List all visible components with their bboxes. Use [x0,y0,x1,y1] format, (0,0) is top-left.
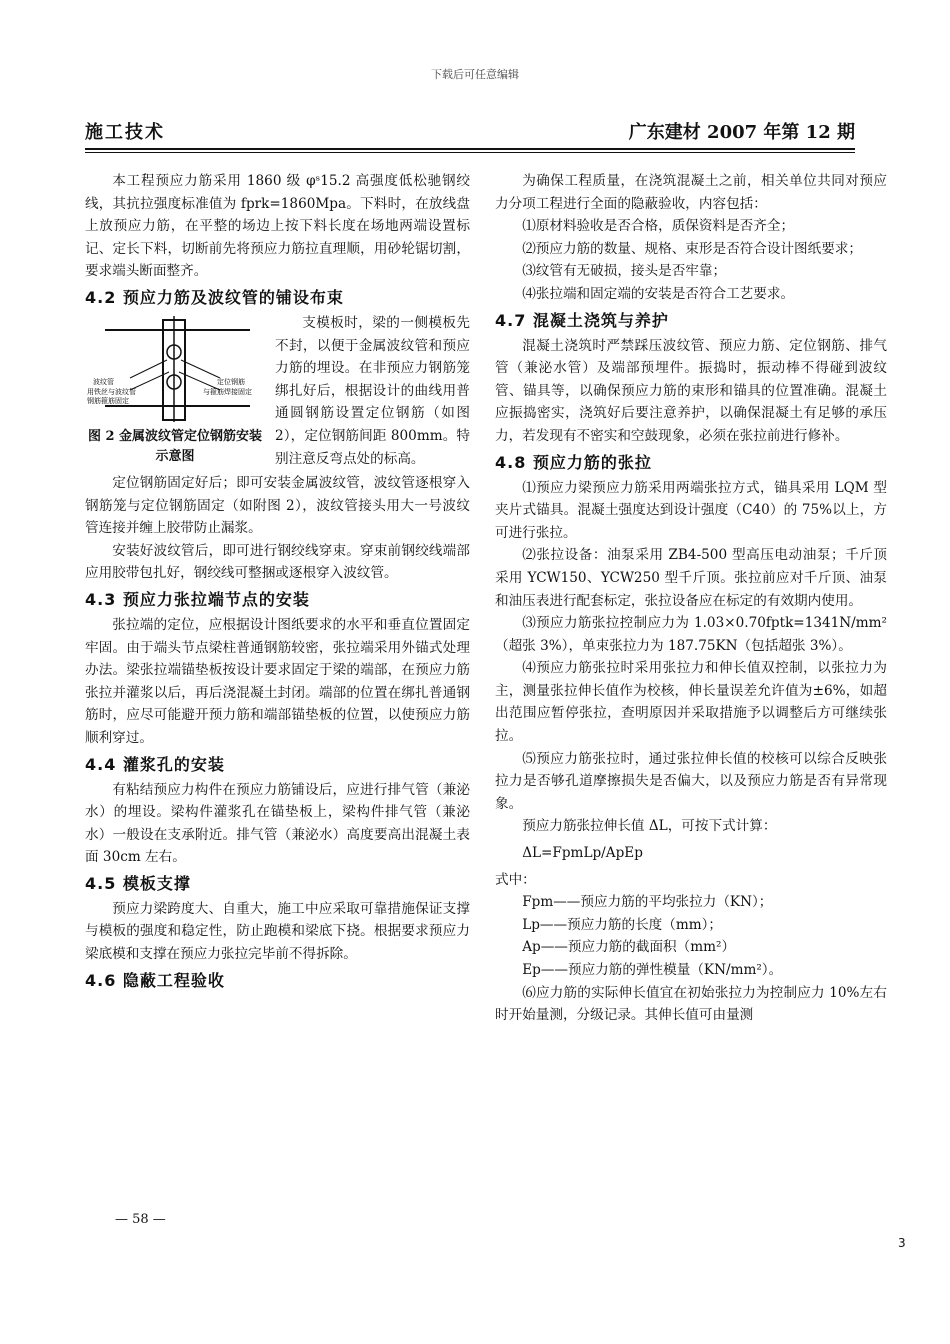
section-heading: 4.3 预应力张拉端节点的安装 [85,589,310,609]
paragraph: 预应力梁跨度大、自重大，施工中应采取可靠措施保证支撑与模板的强度和稳定性，防止跑模和梁底下挠。根据要求预应力梁底模和支撑在预应力张拉完毕前不得拆除。 [85,900,470,963]
right-column [495,170,887,1027]
fig-label: 定位钢筋 [217,377,245,386]
section-heading: 4.5 模板支撑 [85,873,191,893]
list-item: ⑵张拉设备：油泵采用 ZB4-500 型高压电动油泵；千斤顶采用 YCW150、YCW250 型千斤顶。张拉前应对千斤顶、油泵和油压表进行配套标定，张拉设备应在标定的有效期内使用。 [495,547,887,609]
section-heading: 4.2 预应力筋及波纹管的铺设布束 [85,287,344,307]
list-item: ⑷张拉端和固定端的安装是否符合工艺要求。 [522,285,795,302]
paragraph: 本工程预应力筋采用 1860 级 φˢ15.2 高强度低松驰钢绞线，其抗拉强度标准值为 fprk=1860Mpa。下料时，在放线盘上放预应力筋，在平整的场边上按下料长度在场地两端设置标记、定长下料，切断前先将预应力筋拉直理顺，用砂轮锯切割，要求端头断面整齐。 [85,173,470,280]
list-item: ⑶纹管有无破损，接头是否牢靠； [522,263,727,280]
fig-label: 波纹管 [93,377,114,386]
list-item: ⑵预应力筋的数量、规格、束形是否符合设计图纸要求； [522,240,863,257]
fig-label: 用铁丝与波纹管 [87,387,136,396]
paragraph: 预应力筋张拉伸长值 ΔL，可按下式计算： [522,818,777,835]
header-rule-thin [85,152,855,153]
definition: Fpm——预应力筋的平均张拉力（KN）； [522,894,773,911]
formula-where: 式中： [495,871,536,888]
section-heading: 4.4 灌浆孔的安装 [85,754,225,774]
list-item: ⑶预应力筋张拉控制应力为 1.03×0.70fptk=1341N/mm²（超张 3%），单束张拉力为 187.75KN（包括超张 3%）。 [495,615,887,654]
running-header [85,118,855,148]
paragraph: 为确保工程质量，在浇筑混凝土之前，相关单位共同对预应力分项工程进行全面的隐蔽验收，内容包括： [495,173,887,212]
section-heading: 4.6 隐蔽工程验收 [85,970,225,990]
list-item: ⑸预应力筋张拉时，通过张拉伸长值的校核可以综合反映张拉力是否够孔道摩擦损失是否偏大，以及预应力筋是否有异常现象。 [495,750,887,812]
paragraph: 有粘结预应力构件在预应力筋铺设后，应进行排气管（兼泌水）的埋设。梁构件灌浆孔在锚垫板上，梁构件排气管（兼泌水）一般设在支承附近。排气管（兼泌水）高度要高出混凝土表面 30cm 左右。 [85,781,470,866]
list-item: ⑴原材料验收是否合格，质保资料是否齐全； [522,218,795,235]
paragraph: 张拉端的定位，应根据设计图纸要求的水平和垂直位置固定牢固。由于端头节点梁柱普通钢筋较密，张拉端采用外锚式处理办法。梁张拉端锚垫板按设计要求固定于梁的端部，在预应力筋张拉并灌浆以后，再后浇混凝土封闭。端部的位置在绑扎普通钢筋时，应尽可能避开预力筋和端部锚垫板的位置，以使预应力筋顺利穿过。 [85,616,470,746]
fig-label: 与箍筋焊接固定 [203,387,252,396]
figure-side-text [275,312,470,472]
section-heading: 4.8 预应力筋的张拉 [495,452,652,472]
definition: Ep——预应力筋的弹性模量（KN/mm²）。 [522,962,783,978]
figure-block [85,312,470,472]
page-number: — 58 — [115,1212,166,1227]
figure-caption: 图 2 金属波纹管定位钢筋安装示意图 [87,428,263,464]
paragraph: 混凝土浇筑时严禁踩压波纹管、预应力筋、定位钢筋、排气管（兼泌水管）及端部预埋件。振捣时，振动棒不得碰到波纹管、锚具等，以确保预应力筋的束形和锚具的位置准确。混凝土应振捣密实，浇筑好后要注意养护，以确保混凝土有足够的承压力，若发现有不密实和空鼓现象，必须在张拉前进行修补。 [495,337,887,444]
left-column [85,170,470,995]
header-rule [85,148,855,150]
definition: Lp——预应力筋的长度（mm）； [522,916,723,933]
header-journal: 广东建材 2007 年第 12 期 [628,122,855,143]
download-note: 下载后可任意编辑 [431,68,519,81]
fig-label: 钢筋箍筋固定 [87,396,129,405]
paragraph: 安装好波纹管后，即可进行钢绞线穿束。穿束前钢绞线端部应用胶带包扎好，钢绞线可整捆或逐根穿入波纹管。 [85,542,470,582]
header-section: 施工技术 [85,122,165,143]
rebar-diagram [85,312,275,424]
list-item: ⑹应力筋的实际伸长值宜在初始张拉力为控制应力 10%左右时开始量测，分级记录。其伸长值可由量测 [495,984,887,1024]
list-item: ⑷预应力筋张拉时采用张拉力和伸长值双控制，以张拉力为主，测量张拉伸长值作为校核，伸长量误差允许值为±6%，如超出范围应暂停张拉，查明原因并采取措施予以调整后方可继续张拉。 [495,660,887,745]
definition: Ap——预应力筋的截面积（mm²） [522,939,736,956]
paragraph: 支模板时，梁的一侧模板先不封，以便于金属波纹管和预应力筋的埋设。在非预应力钢筋笼绑扎好后，根据设计的曲线用普通圆钢筋设置定位钢筋（如图 2），定位钢筋间距 800mm。特别注意反弯点处的标高。 [275,314,470,467]
corner-number: 3 [898,1236,906,1250]
list-item: ⑴预应力梁预应力筋采用两端张拉方式，锚具采用 LQM 型夹片式锚具。混凝土强度达到设计强度（C40）的 75%以上，方可进行张拉。 [495,479,887,541]
formula: ΔL=FpmLp/ApEp [522,845,643,862]
section-heading: 4.7 混凝土浇筑与养护 [495,310,669,330]
figure-2 [85,312,275,472]
paragraph: 定位钢筋固定好后；即可安装金属波纹管，波纹管逐根穿入钢筋笼与定位钢筋固定（如附图 2），波纹管接头用大一号波纹管连接并缠上胶带防止漏浆。 [85,474,470,537]
